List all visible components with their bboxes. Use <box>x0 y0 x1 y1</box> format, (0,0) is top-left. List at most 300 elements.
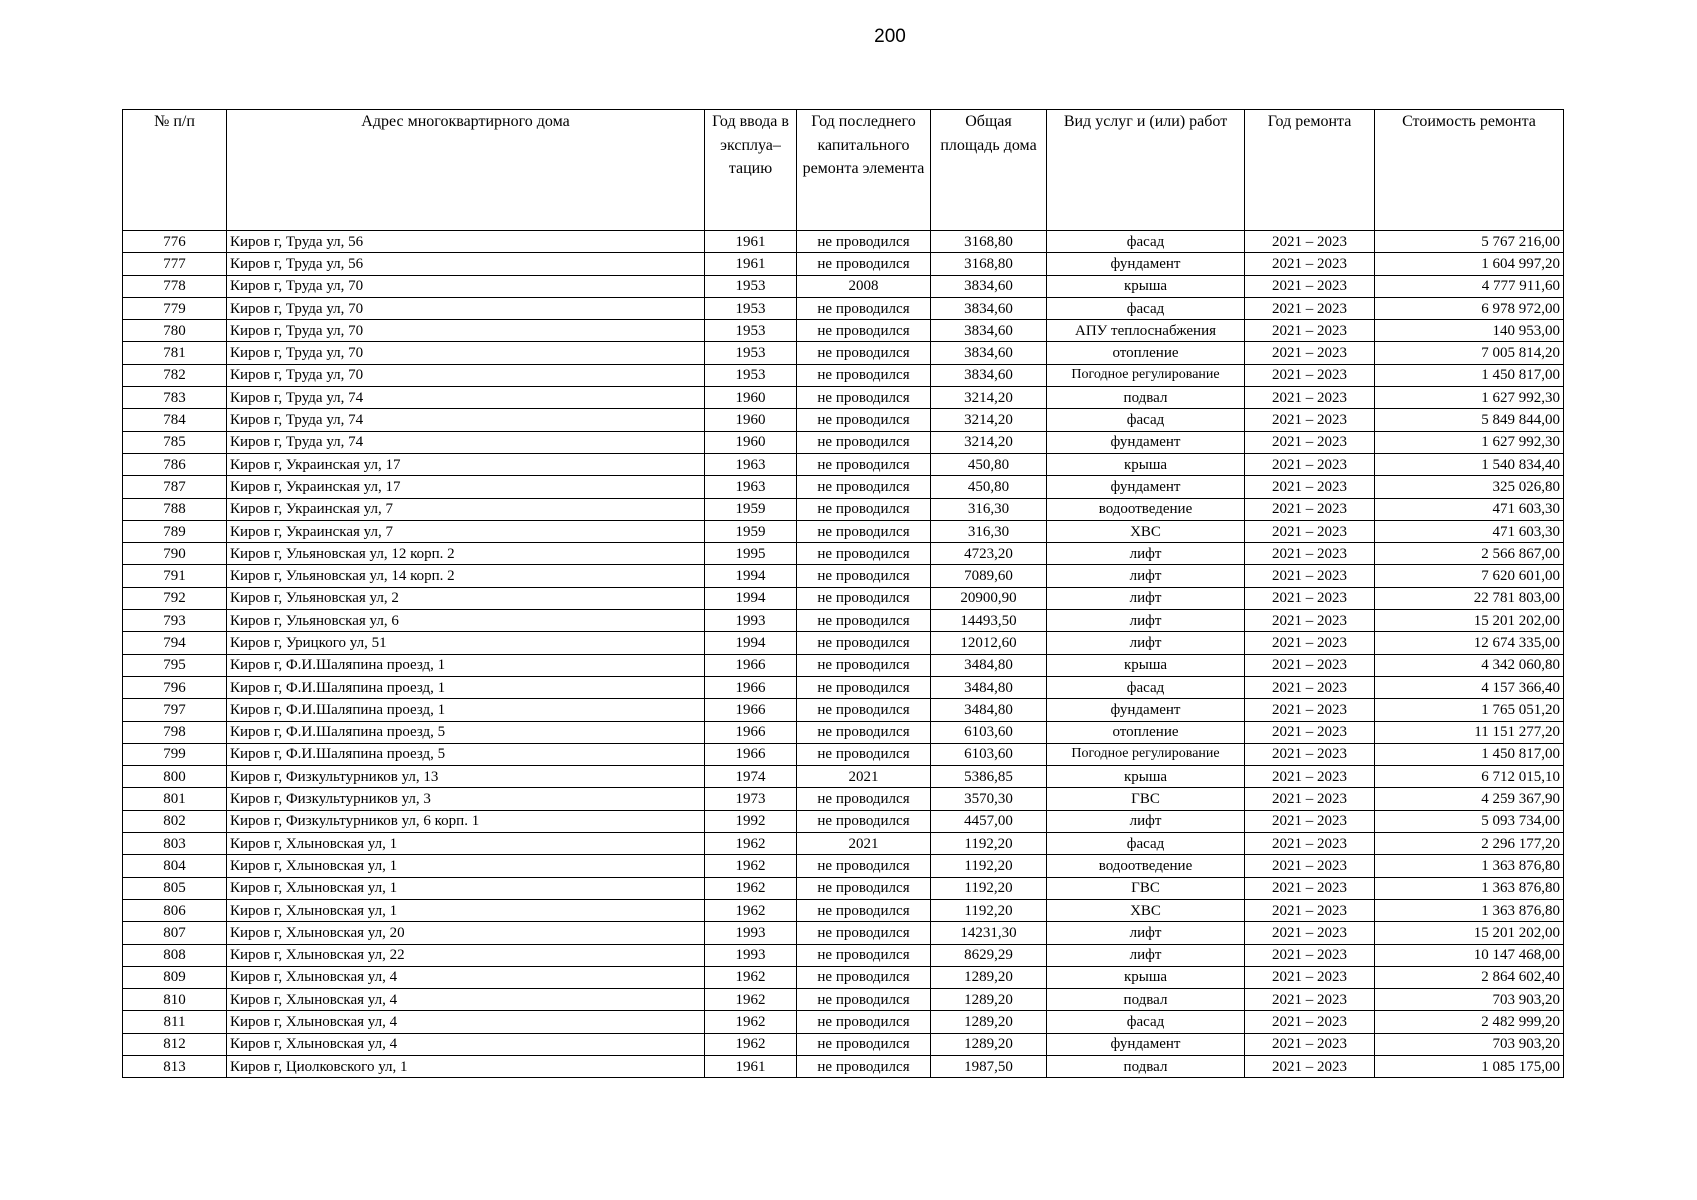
cell-address: Киров г, Труда ул, 70 <box>227 320 705 342</box>
cell-year-commission: 1953 <box>705 275 797 297</box>
cell-number: 802 <box>123 810 227 832</box>
cell-number: 777 <box>123 253 227 275</box>
cell-repair-year: 2021 – 2023 <box>1245 922 1375 944</box>
cell-year-commission: 1966 <box>705 676 797 698</box>
table-row <box>123 676 1564 698</box>
cell-address: Киров г, Труда ул, 70 <box>227 297 705 319</box>
table-row <box>123 855 1564 877</box>
cell-number: 812 <box>123 1033 227 1055</box>
table-row <box>123 364 1564 386</box>
cell-year-commission: 1960 <box>705 431 797 453</box>
cell-repair-year: 2021 – 2023 <box>1245 543 1375 565</box>
cell-repair-year: 2021 – 2023 <box>1245 610 1375 632</box>
cell-last-repair: не проводился <box>797 587 931 609</box>
cell-repair-year: 2021 – 2023 <box>1245 587 1375 609</box>
cell-year-commission: 1962 <box>705 855 797 877</box>
cell-service: лифт <box>1047 632 1245 654</box>
cell-last-repair: 2021 <box>797 766 931 788</box>
header-area: Общая площадь дома <box>931 110 1047 231</box>
table-row <box>123 833 1564 855</box>
cell-service: отопление <box>1047 342 1245 364</box>
cell-last-repair: не проводился <box>797 453 931 475</box>
cell-cost: 4 777 911,60 <box>1375 275 1564 297</box>
cell-address: Киров г, Физкультурников ул, 3 <box>227 788 705 810</box>
cell-number: 799 <box>123 743 227 765</box>
cell-last-repair: не проводился <box>797 364 931 386</box>
header-repair-year: Год ремонта <box>1245 110 1375 231</box>
cell-last-repair: не проводился <box>797 721 931 743</box>
cell-repair-year: 2021 – 2023 <box>1245 989 1375 1011</box>
table-row <box>123 320 1564 342</box>
cell-address: Киров г, Украинская ул, 17 <box>227 453 705 475</box>
cell-year-commission: 1966 <box>705 721 797 743</box>
cell-service: крыша <box>1047 766 1245 788</box>
cell-cost: 1 450 817,00 <box>1375 743 1564 765</box>
cell-area: 6103,60 <box>931 743 1047 765</box>
cell-repair-year: 2021 – 2023 <box>1245 297 1375 319</box>
table-row <box>123 788 1564 810</box>
cell-repair-year: 2021 – 2023 <box>1245 431 1375 453</box>
cell-cost: 703 903,20 <box>1375 1033 1564 1055</box>
cell-address: Киров г, Хлыновская ул, 1 <box>227 899 705 921</box>
cell-area: 3834,60 <box>931 342 1047 364</box>
cell-cost: 471 603,30 <box>1375 498 1564 520</box>
cell-number: 788 <box>123 498 227 520</box>
cell-area: 7089,60 <box>931 565 1047 587</box>
cell-address: Киров г, Хлыновская ул, 1 <box>227 833 705 855</box>
table-row <box>123 810 1564 832</box>
cell-number: 787 <box>123 476 227 498</box>
cell-last-repair: не проводился <box>797 1011 931 1033</box>
cell-address: Киров г, Хлыновская ул, 20 <box>227 922 705 944</box>
cell-number: 791 <box>123 565 227 587</box>
cell-cost: 2 482 999,20 <box>1375 1011 1564 1033</box>
cell-year-commission: 1953 <box>705 320 797 342</box>
cell-service: крыша <box>1047 654 1245 676</box>
cell-address: Киров г, Ф.И.Шаляпина проезд, 1 <box>227 654 705 676</box>
cell-address: Киров г, Хлыновская ул, 1 <box>227 877 705 899</box>
cell-repair-year: 2021 – 2023 <box>1245 520 1375 542</box>
table-row <box>123 253 1564 275</box>
cell-repair-year: 2021 – 2023 <box>1245 387 1375 409</box>
cell-number: 780 <box>123 320 227 342</box>
cell-last-repair: не проводился <box>797 632 931 654</box>
cell-cost: 5 767 216,00 <box>1375 231 1564 253</box>
table-row <box>123 989 1564 1011</box>
cell-service: лифт <box>1047 543 1245 565</box>
cell-last-repair: 2021 <box>797 833 931 855</box>
cell-year-commission: 1993 <box>705 922 797 944</box>
cell-address: Киров г, Труда ул, 70 <box>227 275 705 297</box>
cell-repair-year: 2021 – 2023 <box>1245 966 1375 988</box>
cell-area: 4457,00 <box>931 810 1047 832</box>
cell-repair-year: 2021 – 2023 <box>1245 855 1375 877</box>
cell-service: ГВС <box>1047 788 1245 810</box>
cell-number: 793 <box>123 610 227 632</box>
cell-cost: 2 864 602,40 <box>1375 966 1564 988</box>
cell-last-repair: не проводился <box>797 788 931 810</box>
cell-service: подвал <box>1047 1055 1245 1077</box>
cell-address: Киров г, Труда ул, 74 <box>227 431 705 453</box>
cell-address: Киров г, Ф.И.Шаляпина проезд, 5 <box>227 721 705 743</box>
cell-cost: 5 093 734,00 <box>1375 810 1564 832</box>
cell-cost: 4 157 366,40 <box>1375 676 1564 698</box>
cell-repair-year: 2021 – 2023 <box>1245 498 1375 520</box>
cell-area: 1289,20 <box>931 1033 1047 1055</box>
cell-number: 776 <box>123 231 227 253</box>
cell-last-repair: не проводился <box>797 944 931 966</box>
table-row <box>123 966 1564 988</box>
cell-repair-year: 2021 – 2023 <box>1245 1011 1375 1033</box>
table-row <box>123 654 1564 676</box>
cell-repair-year: 2021 – 2023 <box>1245 342 1375 364</box>
cell-service: фундамент <box>1047 1033 1245 1055</box>
cell-last-repair: не проводился <box>797 253 931 275</box>
cell-service: крыша <box>1047 453 1245 475</box>
cell-number: 782 <box>123 364 227 386</box>
cell-service: лифт <box>1047 810 1245 832</box>
cell-service: лифт <box>1047 922 1245 944</box>
cell-address: Киров г, Труда ул, 70 <box>227 364 705 386</box>
table-row <box>123 275 1564 297</box>
cell-number: 797 <box>123 699 227 721</box>
cell-repair-year: 2021 – 2023 <box>1245 409 1375 431</box>
cell-repair-year: 2021 – 2023 <box>1245 453 1375 475</box>
cell-cost: 15 201 202,00 <box>1375 610 1564 632</box>
cell-cost: 12 674 335,00 <box>1375 632 1564 654</box>
cell-year-commission: 1960 <box>705 409 797 431</box>
cell-number: 807 <box>123 922 227 944</box>
cell-cost: 1 540 834,40 <box>1375 453 1564 475</box>
cell-cost: 1 363 876,80 <box>1375 877 1564 899</box>
cell-year-commission: 1994 <box>705 632 797 654</box>
cell-last-repair: не проводился <box>797 810 931 832</box>
cell-area: 1987,50 <box>931 1055 1047 1077</box>
cell-last-repair: не проводился <box>797 476 931 498</box>
cell-service: фундамент <box>1047 253 1245 275</box>
cell-number: 792 <box>123 587 227 609</box>
cell-last-repair: не проводился <box>797 743 931 765</box>
cell-area: 1192,20 <box>931 877 1047 899</box>
cell-last-repair: не проводился <box>797 387 931 409</box>
table-row <box>123 498 1564 520</box>
table-row <box>123 899 1564 921</box>
cell-area: 1192,20 <box>931 899 1047 921</box>
cell-repair-year: 2021 – 2023 <box>1245 788 1375 810</box>
cell-year-commission: 1966 <box>705 654 797 676</box>
cell-last-repair: не проводился <box>797 966 931 988</box>
cell-area: 3834,60 <box>931 275 1047 297</box>
cell-cost: 1 450 817,00 <box>1375 364 1564 386</box>
table-row <box>123 766 1564 788</box>
cell-address: Киров г, Хлыновская ул, 22 <box>227 944 705 966</box>
table-row <box>123 342 1564 364</box>
cell-area: 3484,80 <box>931 676 1047 698</box>
cell-last-repair: не проводился <box>797 543 931 565</box>
header-year-commission: Год ввода в эксплуа–тацию <box>705 110 797 231</box>
cell-last-repair: не проводился <box>797 699 931 721</box>
table-row <box>123 565 1564 587</box>
cell-cost: 1 363 876,80 <box>1375 899 1564 921</box>
cell-cost: 4 259 367,90 <box>1375 788 1564 810</box>
cell-number: 785 <box>123 431 227 453</box>
cell-number: 800 <box>123 766 227 788</box>
cell-number: 809 <box>123 966 227 988</box>
cell-number: 789 <box>123 520 227 542</box>
cell-cost: 22 781 803,00 <box>1375 587 1564 609</box>
cell-repair-year: 2021 – 2023 <box>1245 364 1375 386</box>
cell-last-repair: не проводился <box>797 922 931 944</box>
cell-year-commission: 1993 <box>705 610 797 632</box>
cell-repair-year: 2021 – 2023 <box>1245 565 1375 587</box>
cell-repair-year: 2021 – 2023 <box>1245 253 1375 275</box>
cell-cost: 15 201 202,00 <box>1375 922 1564 944</box>
cell-area: 3214,20 <box>931 409 1047 431</box>
cell-repair-year: 2021 – 2023 <box>1245 877 1375 899</box>
cell-area: 6103,60 <box>931 721 1047 743</box>
cell-year-commission: 1961 <box>705 1055 797 1077</box>
cell-service: водоотведение <box>1047 855 1245 877</box>
repair-register-table <box>122 109 1564 1078</box>
cell-year-commission: 1992 <box>705 810 797 832</box>
cell-service: лифт <box>1047 587 1245 609</box>
cell-repair-year: 2021 – 2023 <box>1245 833 1375 855</box>
cell-number: 810 <box>123 989 227 1011</box>
table-row <box>123 922 1564 944</box>
cell-address: Киров г, Хлыновская ул, 1 <box>227 855 705 877</box>
cell-service: водоотведение <box>1047 498 1245 520</box>
cell-service: Погодное регулирование <box>1047 743 1245 765</box>
cell-cost: 1 363 876,80 <box>1375 855 1564 877</box>
cell-service: крыша <box>1047 966 1245 988</box>
cell-address: Киров г, Труда ул, 56 <box>227 253 705 275</box>
cell-address: Киров г, Хлыновская ул, 4 <box>227 966 705 988</box>
table-row <box>123 387 1564 409</box>
cell-service: подвал <box>1047 387 1245 409</box>
cell-last-repair: не проводился <box>797 1033 931 1055</box>
cell-area: 3484,80 <box>931 654 1047 676</box>
cell-repair-year: 2021 – 2023 <box>1245 476 1375 498</box>
cell-service: ХВС <box>1047 899 1245 921</box>
cell-year-commission: 1974 <box>705 766 797 788</box>
cell-service: фундамент <box>1047 476 1245 498</box>
cell-number: 781 <box>123 342 227 364</box>
cell-last-repair: не проводился <box>797 409 931 431</box>
cell-service: фасад <box>1047 676 1245 698</box>
cell-address: Киров г, Физкультурников ул, 13 <box>227 766 705 788</box>
cell-area: 316,30 <box>931 498 1047 520</box>
cell-service: ГВС <box>1047 877 1245 899</box>
cell-repair-year: 2021 – 2023 <box>1245 320 1375 342</box>
cell-cost: 325 026,80 <box>1375 476 1564 498</box>
table-row <box>123 721 1564 743</box>
cell-repair-year: 2021 – 2023 <box>1245 1033 1375 1055</box>
cell-address: Киров г, Труда ул, 70 <box>227 342 705 364</box>
cell-number: 796 <box>123 676 227 698</box>
cell-number: 811 <box>123 1011 227 1033</box>
cell-service: фасад <box>1047 297 1245 319</box>
cell-year-commission: 1966 <box>705 699 797 721</box>
cell-cost: 5 849 844,00 <box>1375 409 1564 431</box>
cell-number: 806 <box>123 899 227 921</box>
cell-last-repair: не проводился <box>797 877 931 899</box>
cell-area: 3214,20 <box>931 387 1047 409</box>
cell-year-commission: 1961 <box>705 231 797 253</box>
cell-service: фасад <box>1047 833 1245 855</box>
cell-year-commission: 1966 <box>705 743 797 765</box>
table-row <box>123 297 1564 319</box>
header-address: Адрес многоквартирного дома <box>227 110 705 231</box>
cell-area: 316,30 <box>931 520 1047 542</box>
cell-cost: 1 765 051,20 <box>1375 699 1564 721</box>
cell-last-repair: не проводился <box>797 654 931 676</box>
cell-area: 5386,85 <box>931 766 1047 788</box>
cell-address: Киров г, Хлыновская ул, 4 <box>227 989 705 1011</box>
cell-year-commission: 1962 <box>705 1033 797 1055</box>
cell-address: Киров г, Хлыновская ул, 4 <box>227 1011 705 1033</box>
cell-number: 783 <box>123 387 227 409</box>
cell-cost: 6 712 015,10 <box>1375 766 1564 788</box>
cell-repair-year: 2021 – 2023 <box>1245 654 1375 676</box>
cell-number: 778 <box>123 275 227 297</box>
header-service: Вид услуг и (или) работ <box>1047 110 1245 231</box>
cell-repair-year: 2021 – 2023 <box>1245 275 1375 297</box>
cell-last-repair: не проводился <box>797 565 931 587</box>
cell-cost: 2 566 867,00 <box>1375 543 1564 565</box>
cell-year-commission: 1962 <box>705 877 797 899</box>
table-row <box>123 476 1564 498</box>
cell-repair-year: 2021 – 2023 <box>1245 944 1375 966</box>
cell-repair-year: 2021 – 2023 <box>1245 899 1375 921</box>
cell-number: 794 <box>123 632 227 654</box>
cell-repair-year: 2021 – 2023 <box>1245 632 1375 654</box>
cell-number: 804 <box>123 855 227 877</box>
table-row <box>123 743 1564 765</box>
cell-last-repair: не проводился <box>797 899 931 921</box>
table-row <box>123 453 1564 475</box>
cell-area: 3168,80 <box>931 253 1047 275</box>
cell-area: 20900,90 <box>931 587 1047 609</box>
cell-address: Киров г, Ульяновская ул, 12 корп. 2 <box>227 543 705 565</box>
cell-year-commission: 1993 <box>705 944 797 966</box>
cell-repair-year: 2021 – 2023 <box>1245 699 1375 721</box>
cell-cost: 11 151 277,20 <box>1375 721 1564 743</box>
cell-area: 4723,20 <box>931 543 1047 565</box>
cell-year-commission: 1953 <box>705 342 797 364</box>
cell-number: 795 <box>123 654 227 676</box>
cell-last-repair: не проводился <box>797 855 931 877</box>
cell-area: 3168,80 <box>931 231 1047 253</box>
cell-service: фасад <box>1047 1011 1245 1033</box>
cell-area: 3834,60 <box>931 320 1047 342</box>
cell-cost: 1 604 997,20 <box>1375 253 1564 275</box>
page-number: 200 <box>874 26 906 47</box>
table-row <box>123 409 1564 431</box>
cell-repair-year: 2021 – 2023 <box>1245 721 1375 743</box>
cell-cost: 1 627 992,30 <box>1375 387 1564 409</box>
cell-last-repair: не проводился <box>797 610 931 632</box>
cell-area: 3214,20 <box>931 431 1047 453</box>
cell-year-commission: 1994 <box>705 565 797 587</box>
cell-area: 14493,50 <box>931 610 1047 632</box>
table-row <box>123 1011 1564 1033</box>
cell-address: Киров г, Труда ул, 74 <box>227 409 705 431</box>
table-row <box>123 231 1564 253</box>
cell-area: 1289,20 <box>931 1011 1047 1033</box>
cell-year-commission: 1960 <box>705 387 797 409</box>
cell-year-commission: 1961 <box>705 253 797 275</box>
cell-service: крыша <box>1047 275 1245 297</box>
cell-service: лифт <box>1047 565 1245 587</box>
cell-service: подвал <box>1047 989 1245 1011</box>
cell-number: 790 <box>123 543 227 565</box>
table-row <box>123 610 1564 632</box>
cell-address: Киров г, Хлыновская ул, 4 <box>227 1033 705 1055</box>
cell-cost: 6 978 972,00 <box>1375 297 1564 319</box>
cell-address: Киров г, Урицкого ул, 51 <box>227 632 705 654</box>
cell-area: 450,80 <box>931 476 1047 498</box>
cell-last-repair: 2008 <box>797 275 931 297</box>
table-row <box>123 944 1564 966</box>
cell-number: 786 <box>123 453 227 475</box>
cell-number: 808 <box>123 944 227 966</box>
cell-area: 12012,60 <box>931 632 1047 654</box>
cell-address: Киров г, Украинская ул, 7 <box>227 498 705 520</box>
cell-area: 450,80 <box>931 453 1047 475</box>
cell-last-repair: не проводился <box>797 989 931 1011</box>
cell-area: 1289,20 <box>931 989 1047 1011</box>
cell-last-repair: не проводился <box>797 520 931 542</box>
cell-service: лифт <box>1047 944 1245 966</box>
header-number: № п/п <box>123 110 227 231</box>
cell-address: Киров г, Труда ул, 56 <box>227 231 705 253</box>
cell-address: Киров г, Ульяновская ул, 14 корп. 2 <box>227 565 705 587</box>
cell-year-commission: 1953 <box>705 297 797 319</box>
table-row <box>123 877 1564 899</box>
cell-address: Киров г, Ульяновская ул, 6 <box>227 610 705 632</box>
cell-year-commission: 1962 <box>705 833 797 855</box>
table-body <box>123 231 1564 1078</box>
cell-area: 8629,29 <box>931 944 1047 966</box>
cell-last-repair: не проводился <box>797 297 931 319</box>
table-row <box>123 520 1564 542</box>
cell-cost: 703 903,20 <box>1375 989 1564 1011</box>
cell-address: Киров г, Циолковского ул, 1 <box>227 1055 705 1077</box>
cell-number: 784 <box>123 409 227 431</box>
cell-service: отопление <box>1047 721 1245 743</box>
cell-address: Киров г, Ф.И.Шаляпина проезд, 5 <box>227 743 705 765</box>
cell-service: фундамент <box>1047 431 1245 453</box>
cell-repair-year: 2021 – 2023 <box>1245 676 1375 698</box>
cell-number: 779 <box>123 297 227 319</box>
cell-last-repair: не проводился <box>797 1055 931 1077</box>
cell-cost: 7 005 814,20 <box>1375 342 1564 364</box>
cell-address: Киров г, Ульяновская ул, 2 <box>227 587 705 609</box>
table-header-row <box>123 110 1564 231</box>
cell-service: лифт <box>1047 610 1245 632</box>
cell-last-repair: не проводился <box>797 342 931 364</box>
cell-year-commission: 1959 <box>705 498 797 520</box>
cell-service: АПУ теплоснабжения <box>1047 320 1245 342</box>
cell-number: 813 <box>123 1055 227 1077</box>
cell-last-repair: не проводился <box>797 498 931 520</box>
cell-year-commission: 1962 <box>705 899 797 921</box>
cell-repair-year: 2021 – 2023 <box>1245 1055 1375 1077</box>
cell-address: Киров г, Украинская ул, 7 <box>227 520 705 542</box>
cell-address: Киров г, Украинская ул, 17 <box>227 476 705 498</box>
cell-area: 3834,60 <box>931 297 1047 319</box>
table-row <box>123 431 1564 453</box>
